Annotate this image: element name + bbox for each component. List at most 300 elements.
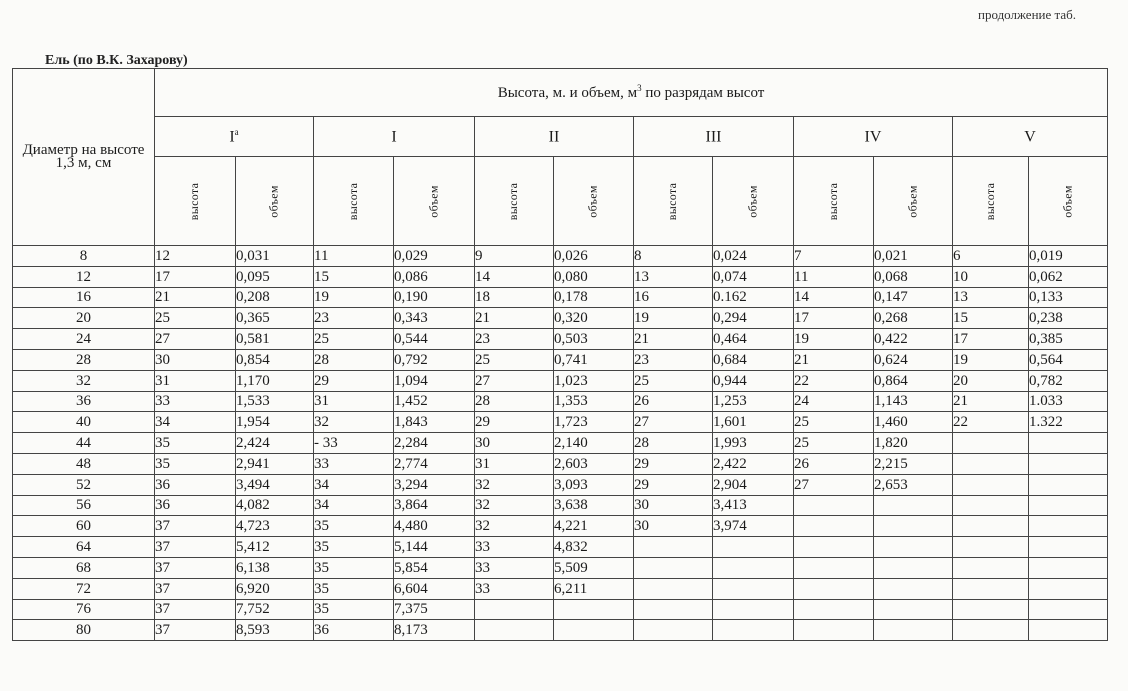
height-cell: 27 (475, 370, 554, 391)
volume-cell: 0,294 (713, 308, 794, 329)
height-cell: 37 (155, 516, 236, 537)
height-class-header (794, 117, 953, 157)
height-cell: 32 (475, 516, 554, 537)
height-cell: 6 (953, 246, 1029, 267)
height-cell: 7 (794, 246, 874, 267)
diameter-cell: 12 (13, 266, 155, 287)
diameter-cell: 48 (13, 453, 155, 474)
height-cell: 28 (475, 391, 554, 412)
volume-cell: 1.322 (1029, 412, 1108, 433)
volume-cell (554, 620, 634, 641)
height-cell: 21 (634, 329, 713, 350)
main-header (155, 69, 1108, 117)
table-row (13, 495, 1108, 516)
height-cell: 14 (794, 287, 874, 308)
volume-cell: 0,320 (554, 308, 634, 329)
volume-subheader-text: объем (745, 185, 760, 218)
volume-cell: 0,782 (1029, 370, 1108, 391)
height-cell: 29 (634, 453, 713, 474)
volume-cell (1029, 453, 1108, 474)
diameter-cell: 80 (13, 620, 155, 641)
height-cell (794, 495, 874, 516)
height-cell: 22 (953, 412, 1029, 433)
volume-cell: 0,741 (554, 349, 634, 370)
volume-cell: 0,385 (1029, 329, 1108, 350)
height-cell (953, 453, 1029, 474)
volume-cell (1029, 537, 1108, 558)
diameter-cell: 64 (13, 537, 155, 558)
volume-cell: 0,095 (236, 266, 314, 287)
height-cell: 16 (634, 287, 713, 308)
volume-cell (713, 537, 794, 558)
height-cell: 11 (314, 246, 394, 267)
diameter-cell: 16 (13, 287, 155, 308)
table-row (13, 391, 1108, 412)
height-cell: 11 (794, 266, 874, 287)
height-cell: 29 (314, 370, 394, 391)
volume-cell: 0,238 (1029, 308, 1108, 329)
table-row (13, 557, 1108, 578)
height-cell: 32 (314, 412, 394, 433)
volume-cell: 3,093 (554, 474, 634, 495)
volume-cell: 3,413 (713, 495, 794, 516)
volume-cell: 6,920 (236, 578, 314, 599)
height-cell: 33 (314, 453, 394, 474)
table-row (13, 453, 1108, 474)
volume-cell: 0,564 (1029, 349, 1108, 370)
height-cell: 17 (155, 266, 236, 287)
height-cell (475, 599, 554, 620)
height-cell: 22 (794, 370, 874, 391)
volume-cell: 1,353 (554, 391, 634, 412)
volume-cell: 0,464 (713, 329, 794, 350)
volume-cell: 0,178 (554, 287, 634, 308)
volume-cell: 1,143 (874, 391, 953, 412)
volume-cell: 0,365 (236, 308, 314, 329)
volume-cell: 4,723 (236, 516, 314, 537)
volume-cell: 0,792 (394, 349, 475, 370)
volume-cell (874, 537, 953, 558)
volume-cell: 0,503 (554, 329, 634, 350)
volume-cell (874, 620, 953, 641)
height-cell: 34 (155, 412, 236, 433)
volume-cell: 2,422 (713, 453, 794, 474)
volume-cell: 0,944 (713, 370, 794, 391)
volume-subheader-text: объем (426, 185, 441, 218)
volume-cell: 0,074 (713, 266, 794, 287)
volume-cell: 0,024 (713, 246, 794, 267)
volume-cell: 0,026 (554, 246, 634, 267)
volume-cell: 2,603 (554, 453, 634, 474)
height-cell (634, 620, 713, 641)
volume-cell: 0,021 (874, 246, 953, 267)
volume-cell: 1,170 (236, 370, 314, 391)
volume-cell: 2,215 (874, 453, 953, 474)
volume-cell (874, 599, 953, 620)
volume-cell: 2,941 (236, 453, 314, 474)
volume-cell: 1,452 (394, 391, 475, 412)
height-cell: 33 (155, 391, 236, 412)
table-row (13, 433, 1108, 454)
height-cell: 28 (314, 349, 394, 370)
height-cell (953, 537, 1029, 558)
volume-cell (1029, 620, 1108, 641)
table-row (13, 474, 1108, 495)
height-volume-table (12, 68, 1108, 641)
table-row (13, 266, 1108, 287)
height-class-header (953, 117, 1108, 157)
volume-cell: 0,343 (394, 308, 475, 329)
height-cell: 30 (475, 433, 554, 454)
height-cell: 37 (155, 537, 236, 558)
height-cell: 25 (314, 329, 394, 350)
height-cell (953, 578, 1029, 599)
volume-cell: 0,544 (394, 329, 475, 350)
height-cell: 36 (314, 620, 394, 641)
diameter-cell: 56 (13, 495, 155, 516)
height-cell: 18 (475, 287, 554, 308)
height-cell: 23 (475, 329, 554, 350)
volume-cell: 1,094 (394, 370, 475, 391)
volume-subheader-text: объем (586, 185, 600, 218)
height-cell: 26 (634, 391, 713, 412)
volume-subheader (236, 157, 314, 246)
height-cell: 32 (475, 495, 554, 516)
volume-subheader (874, 157, 953, 246)
volume-subheader (394, 157, 475, 246)
volume-cell (554, 599, 634, 620)
volume-cell: 1,993 (713, 433, 794, 454)
volume-cell: 5,412 (236, 537, 314, 558)
height-subheader (634, 157, 713, 246)
volume-cell: 1,954 (236, 412, 314, 433)
volume-cell: 2,284 (394, 433, 475, 454)
table-row (13, 599, 1108, 620)
volume-cell: 0,864 (874, 370, 953, 391)
volume-cell: 5,509 (554, 557, 634, 578)
height-cell: 29 (475, 412, 554, 433)
diameter-cell: 24 (13, 329, 155, 350)
height-subheader (794, 157, 874, 246)
volume-cell: 0.162 (713, 287, 794, 308)
volume-cell: 1,023 (554, 370, 634, 391)
height-cell: 12 (155, 246, 236, 267)
volume-cell: 0,068 (874, 266, 953, 287)
volume-cell (1029, 516, 1108, 537)
height-cell: 19 (314, 287, 394, 308)
height-cell: 30 (634, 495, 713, 516)
diameter-cell: 8 (13, 246, 155, 267)
height-cell (953, 557, 1029, 578)
table-row (13, 246, 1108, 267)
main-header-text: Высота, м. и объем, м (497, 85, 638, 101)
height-cell (953, 516, 1029, 537)
volume-cell: 5,854 (394, 557, 475, 578)
height-cell: 27 (634, 412, 713, 433)
continued-label: продолжение таб. (977, 7, 1076, 22)
volume-cell (874, 516, 953, 537)
volume-cell: 7,375 (394, 599, 475, 620)
volume-cell: 1,460 (874, 412, 953, 433)
height-cell: 35 (314, 557, 394, 578)
height-cell: 25 (155, 308, 236, 329)
volume-cell (874, 557, 953, 578)
height-class-header (634, 117, 794, 157)
height-cell (953, 495, 1029, 516)
height-subheader (475, 157, 554, 246)
volume-cell: 5,144 (394, 537, 475, 558)
height-cell: 23 (634, 349, 713, 370)
volume-cell (1029, 599, 1108, 620)
height-cell: 21 (794, 349, 874, 370)
volume-cell: 2,904 (713, 474, 794, 495)
height-cell: - 33 (314, 433, 394, 454)
table-row (13, 287, 1108, 308)
height-subheader (314, 157, 394, 246)
volume-cell: 0,581 (236, 329, 314, 350)
volume-cell: 8,593 (236, 620, 314, 641)
height-cell: 35 (155, 433, 236, 454)
volume-subheader-text: объем (267, 185, 281, 218)
height-cell: 35 (155, 453, 236, 474)
height-cell: 25 (634, 370, 713, 391)
volume-cell: 0,684 (713, 349, 794, 370)
diameter-cell: 72 (13, 578, 155, 599)
volume-cell: 0,133 (1029, 287, 1108, 308)
height-cell: 30 (634, 516, 713, 537)
diameter-header: Диаметр на высоте 1,3 м, см (13, 69, 155, 246)
height-cell (475, 620, 554, 641)
volume-cell: 1,820 (874, 433, 953, 454)
diameter-cell: 40 (13, 412, 155, 433)
volume-cell (713, 557, 794, 578)
height-cell (794, 578, 874, 599)
volume-cell: 1,723 (554, 412, 634, 433)
height-cell: 20 (953, 370, 1029, 391)
diameter-cell: 32 (13, 370, 155, 391)
height-cell: 35 (314, 516, 394, 537)
height-cell: 23 (314, 308, 394, 329)
height-cell: 32 (475, 474, 554, 495)
diameter-cell: 76 (13, 599, 155, 620)
volume-cell: 6,138 (236, 557, 314, 578)
volume-cell (713, 620, 794, 641)
height-class-label: I (391, 128, 397, 146)
height-cell: 35 (314, 537, 394, 558)
height-cell: 34 (314, 474, 394, 495)
height-cell: 8 (634, 246, 713, 267)
main-header-sup: 3 (637, 83, 642, 93)
volume-cell: 2,774 (394, 453, 475, 474)
volume-cell: 0,624 (874, 349, 953, 370)
table-row (13, 516, 1108, 537)
height-cell: 19 (953, 349, 1029, 370)
height-cell: 27 (155, 329, 236, 350)
volume-cell: 6,211 (554, 578, 634, 599)
volume-subheader-text: объем (905, 185, 920, 218)
volume-cell (713, 599, 794, 620)
height-cell: 31 (155, 370, 236, 391)
volume-cell: 0,019 (1029, 246, 1108, 267)
height-cell: 27 (794, 474, 874, 495)
volume-cell: 4,221 (554, 516, 634, 537)
table-row (13, 308, 1108, 329)
volume-cell: 3,494 (236, 474, 314, 495)
volume-cell (1029, 578, 1108, 599)
volume-cell: 1,843 (394, 412, 475, 433)
height-cell: 37 (155, 599, 236, 620)
height-class-label: V (1024, 128, 1036, 146)
height-cell: 33 (475, 578, 554, 599)
height-cell (794, 516, 874, 537)
diameter-cell: 44 (13, 433, 155, 454)
height-cell (634, 578, 713, 599)
volume-cell: 0,422 (874, 329, 953, 350)
volume-subheader-text: объем (1060, 185, 1075, 218)
height-cell: 24 (794, 391, 874, 412)
volume-cell: 2,424 (236, 433, 314, 454)
height-cell: 9 (475, 246, 554, 267)
height-class-header (314, 117, 475, 157)
height-class-superscript: a (234, 126, 239, 137)
volume-cell: 3,294 (394, 474, 475, 495)
volume-cell: 0,190 (394, 287, 475, 308)
volume-cell: 8,173 (394, 620, 475, 641)
height-cell: 26 (794, 453, 874, 474)
volume-cell: 4,082 (236, 495, 314, 516)
height-class-label: III (705, 128, 722, 146)
height-cell (634, 599, 713, 620)
volume-cell: 0,854 (236, 349, 314, 370)
height-cell (953, 433, 1029, 454)
table-row (13, 349, 1108, 370)
volume-cell (874, 578, 953, 599)
height-cell: 25 (794, 433, 874, 454)
volume-cell: 1,253 (713, 391, 794, 412)
height-cell: 15 (953, 308, 1029, 329)
height-cell (794, 599, 874, 620)
height-cell: 33 (475, 537, 554, 558)
height-cell: 31 (314, 391, 394, 412)
height-cell: 37 (155, 557, 236, 578)
height-subheader (155, 157, 236, 246)
height-subheader-text: высота (506, 182, 521, 221)
volume-cell (1029, 495, 1108, 516)
height-subheader-text: высота (187, 182, 202, 221)
volume-cell: 3,974 (713, 516, 794, 537)
volume-cell: 7,752 (236, 599, 314, 620)
volume-cell: 4,832 (554, 537, 634, 558)
volume-subheader (554, 157, 634, 246)
height-cell (794, 557, 874, 578)
table-row (13, 370, 1108, 391)
height-cell: 21 (953, 391, 1029, 412)
height-cell (953, 599, 1029, 620)
volume-cell: 0,029 (394, 246, 475, 267)
height-cell: 30 (155, 349, 236, 370)
volume-cell: 1.033 (1029, 391, 1108, 412)
volume-cell: 3,638 (554, 495, 634, 516)
height-cell (794, 620, 874, 641)
height-cell: 19 (634, 308, 713, 329)
height-cell: 13 (634, 266, 713, 287)
height-cell: 25 (794, 412, 874, 433)
volume-cell (874, 495, 953, 516)
height-cell: 33 (475, 557, 554, 578)
height-cell: 36 (155, 474, 236, 495)
height-subheader-text: высота (825, 182, 840, 221)
volume-cell: 0,268 (874, 308, 953, 329)
height-subheader-text: высота (982, 182, 997, 221)
height-cell: 37 (155, 578, 236, 599)
height-cell: 21 (155, 287, 236, 308)
volume-cell: 1,533 (236, 391, 314, 412)
volume-cell: 3,864 (394, 495, 475, 516)
height-cell (953, 474, 1029, 495)
height-class-label: II (548, 128, 560, 146)
volume-cell (713, 578, 794, 599)
volume-cell: 2,140 (554, 433, 634, 454)
volume-cell: 0,147 (874, 287, 953, 308)
height-cell: 29 (634, 474, 713, 495)
height-cell: 14 (475, 266, 554, 287)
volume-cell (1029, 433, 1108, 454)
volume-cell: 2,653 (874, 474, 953, 495)
height-cell: 15 (314, 266, 394, 287)
height-cell: 21 (475, 308, 554, 329)
diameter-cell: 20 (13, 308, 155, 329)
volume-cell: 0,086 (394, 266, 475, 287)
volume-cell: 1,601 (713, 412, 794, 433)
volume-cell: 0,080 (554, 266, 634, 287)
height-cell: 31 (475, 453, 554, 474)
volume-subheader (1029, 157, 1108, 246)
height-cell (634, 537, 713, 558)
height-cell (953, 620, 1029, 641)
diameter-cell: 36 (13, 391, 155, 412)
height-cell: 34 (314, 495, 394, 516)
table-row (13, 537, 1108, 558)
height-class-header (475, 117, 634, 157)
height-cell: 17 (794, 308, 874, 329)
height-cell: 10 (953, 266, 1029, 287)
height-cell (634, 557, 713, 578)
height-cell: 28 (634, 433, 713, 454)
volume-cell: 4,480 (394, 516, 475, 537)
table-row (13, 412, 1108, 433)
height-subheader (953, 157, 1029, 246)
table-caption: Ель (по В.К. Захарову) (45, 53, 188, 68)
table-row (13, 329, 1108, 350)
height-subheader-text: высота (345, 182, 360, 221)
diameter-cell: 60 (13, 516, 155, 537)
table-row (13, 620, 1108, 641)
height-class-label: I (229, 128, 235, 146)
height-cell: 13 (953, 287, 1029, 308)
volume-subheader (713, 157, 794, 246)
table-row (13, 578, 1108, 599)
diameter-cell: 68 (13, 557, 155, 578)
diameter-cell: 28 (13, 349, 155, 370)
height-cell: 36 (155, 495, 236, 516)
height-cell: 35 (314, 578, 394, 599)
height-cell: 19 (794, 329, 874, 350)
height-cell (794, 537, 874, 558)
volume-cell (1029, 557, 1108, 578)
volume-cell: 0,031 (236, 246, 314, 267)
diameter-cell: 52 (13, 474, 155, 495)
volume-cell: 6,604 (394, 578, 475, 599)
